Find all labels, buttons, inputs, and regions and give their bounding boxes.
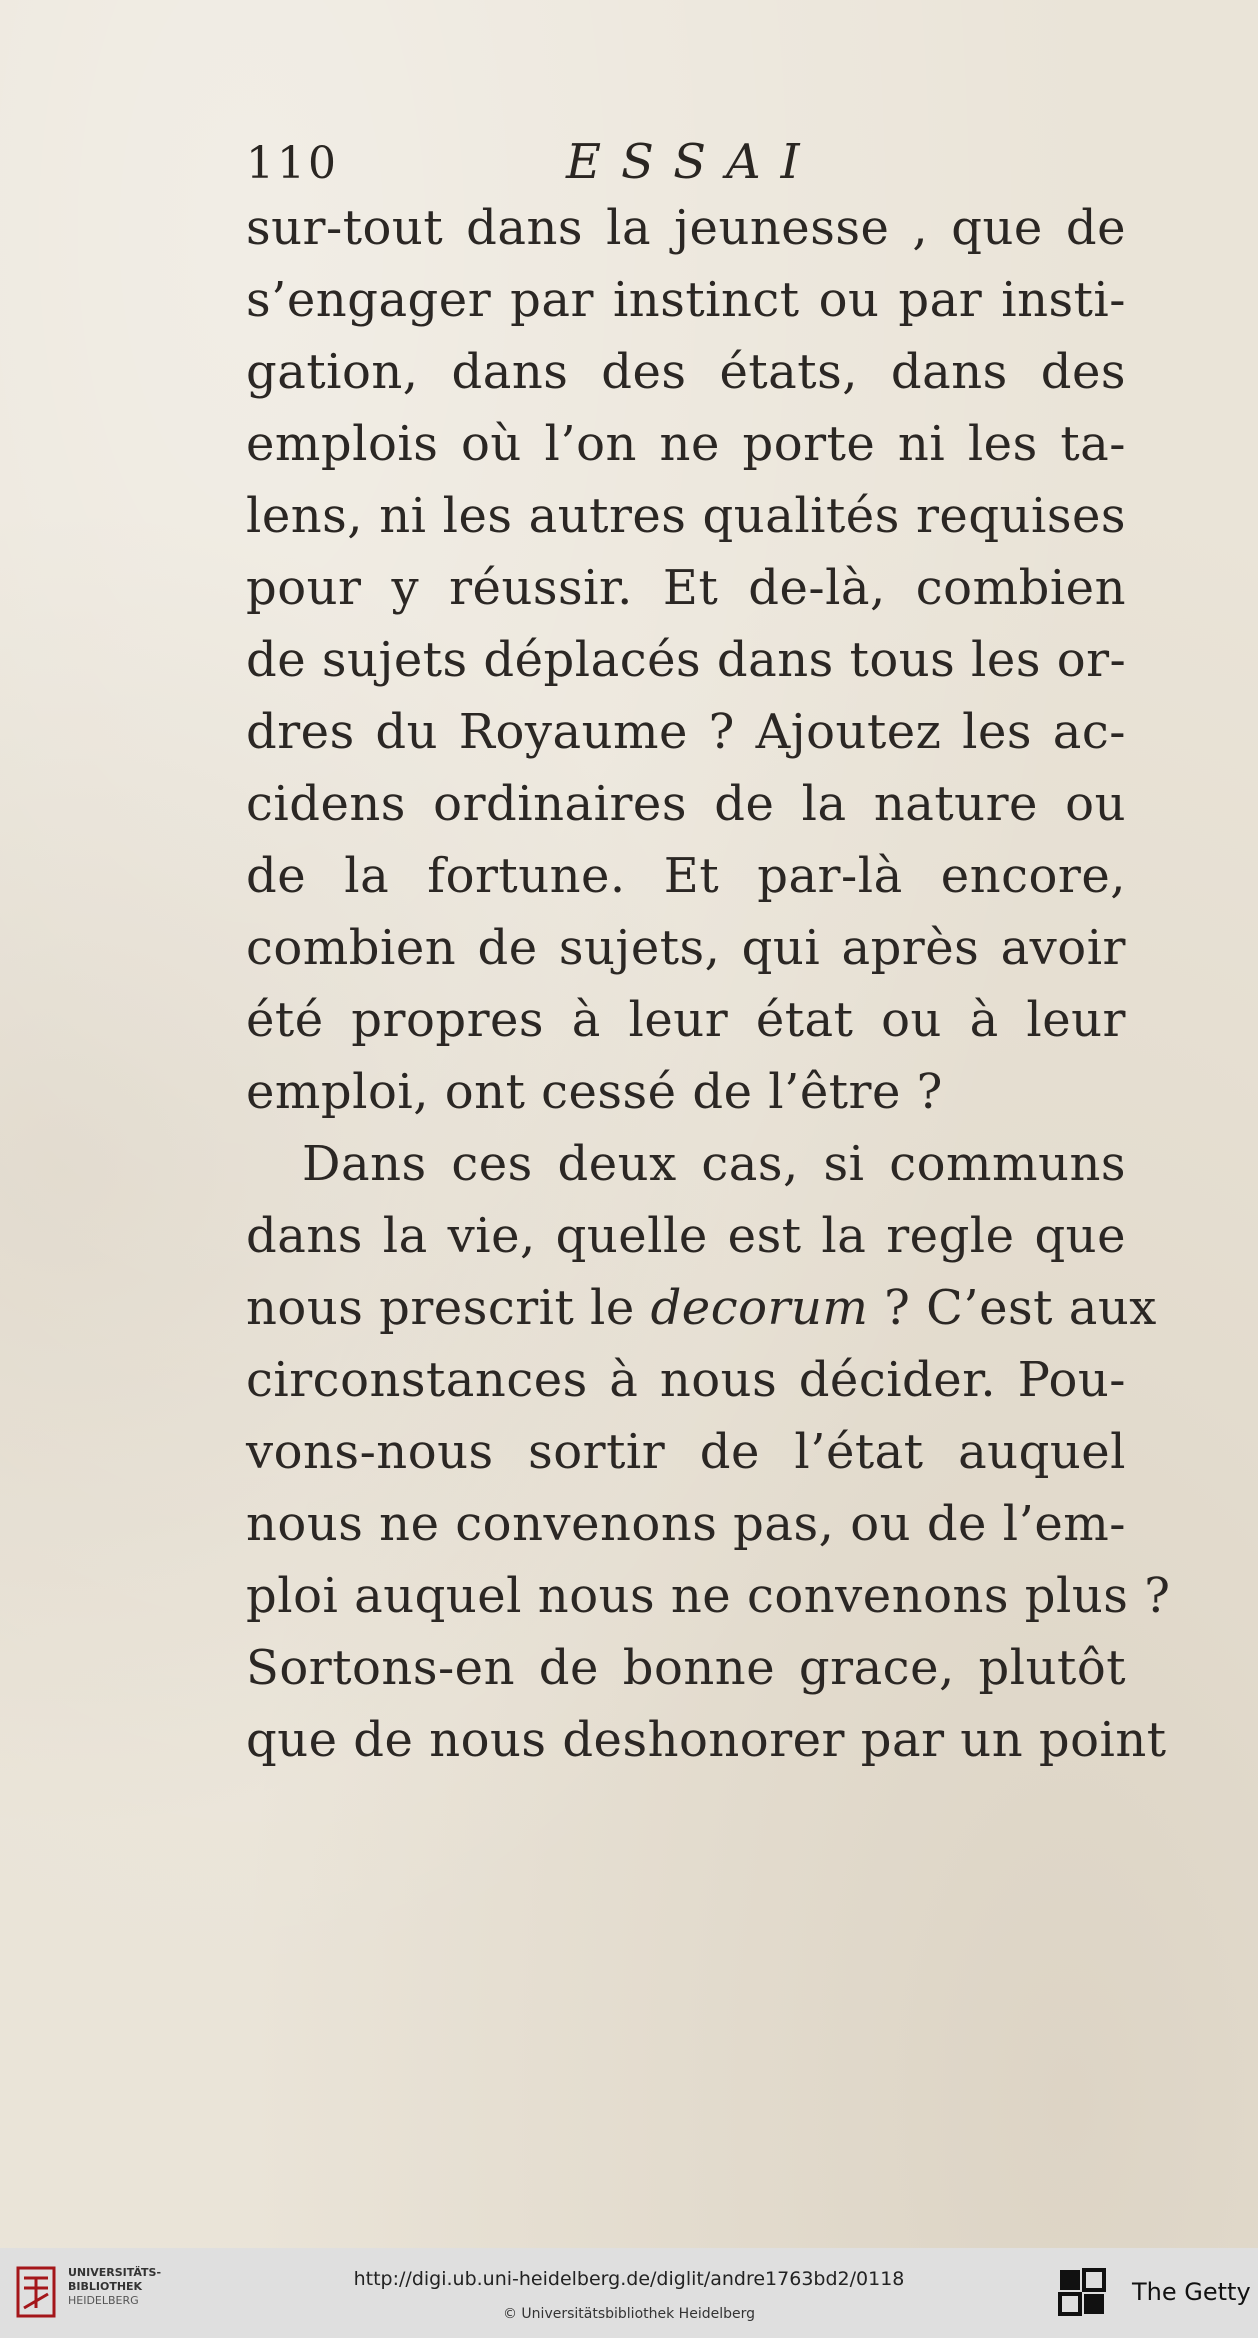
text-line: s’engager par instinct ou par insti- xyxy=(246,272,1126,328)
text-segment: ? C’est aux xyxy=(868,1280,1157,1336)
text-line: gation, dans des états, dans des xyxy=(246,344,1126,400)
running-title: ESSAI xyxy=(566,134,820,190)
page-header xyxy=(246,134,1126,198)
text-line: combien de sujets, qui après avoir xyxy=(246,920,1126,976)
text-line: pour y réussir. Et de-là, combien xyxy=(246,560,1126,616)
text-line: circonstances à nous décider. Pou- xyxy=(246,1352,1126,1408)
text-line: vons-nous sortir de l’état auquel xyxy=(246,1424,1126,1480)
getty-logo-icon xyxy=(1056,2266,1108,2318)
text-line: lens, ni les autres qualités requises xyxy=(246,488,1126,544)
library-name-line: BIBLIOTHEK xyxy=(68,2280,143,2293)
text-line: emplois où l’on ne porte ni les ta- xyxy=(246,416,1126,472)
text-line: dans la vie, quelle est la regle que xyxy=(246,1208,1126,1264)
text-line: cidens ordinaires de la nature ou xyxy=(246,776,1126,832)
library-name-line: UNIVERSITÄTS- xyxy=(68,2266,162,2279)
text-line: nous ne convenons pas, ou de l’em- xyxy=(246,1496,1126,1552)
italic-word-decorum: decorum xyxy=(650,1280,869,1336)
paragraph-start-line: Dans ces deux cas, si communs xyxy=(302,1136,1126,1192)
text-line: Sortons-en de bonne grace, plutôt xyxy=(246,1640,1126,1696)
text-line: que de nous deshonorer par un point xyxy=(246,1712,1167,1768)
text-line: emploi, ont cessé de l’être ? xyxy=(246,1064,943,1120)
text-line-with-italic xyxy=(246,1272,1157,1344)
partner-name: The Getty xyxy=(1132,2278,1251,2306)
library-name-line: HEIDELBERG xyxy=(68,2294,139,2307)
body-text xyxy=(246,192,1171,1776)
text-line: été propres à leur état ou à leur xyxy=(246,992,1126,1048)
text-line: de sujets déplacés dans tous les or- xyxy=(246,632,1127,688)
page-number: 110 xyxy=(246,138,339,189)
footer-bar xyxy=(0,2248,1258,2338)
text-segment: nous prescrit le xyxy=(246,1280,651,1336)
text-line: sur-tout dans la jeunesse , que de xyxy=(246,200,1126,256)
permalink-url[interactable]: http://digi.ub.uni-heidelberg.de/diglit/andre1763bd2/0118 xyxy=(353,2268,905,2290)
text-line: dres du Royaume ? Ajoutez les ac- xyxy=(246,704,1126,760)
text-line: ploi auquel nous ne convenons plus ? xyxy=(246,1568,1171,1624)
text-line: de la fortune. Et par-là encore, xyxy=(246,848,1126,904)
copyright-notice: © Universitätsbibliothek Heidelberg xyxy=(502,2306,755,2322)
